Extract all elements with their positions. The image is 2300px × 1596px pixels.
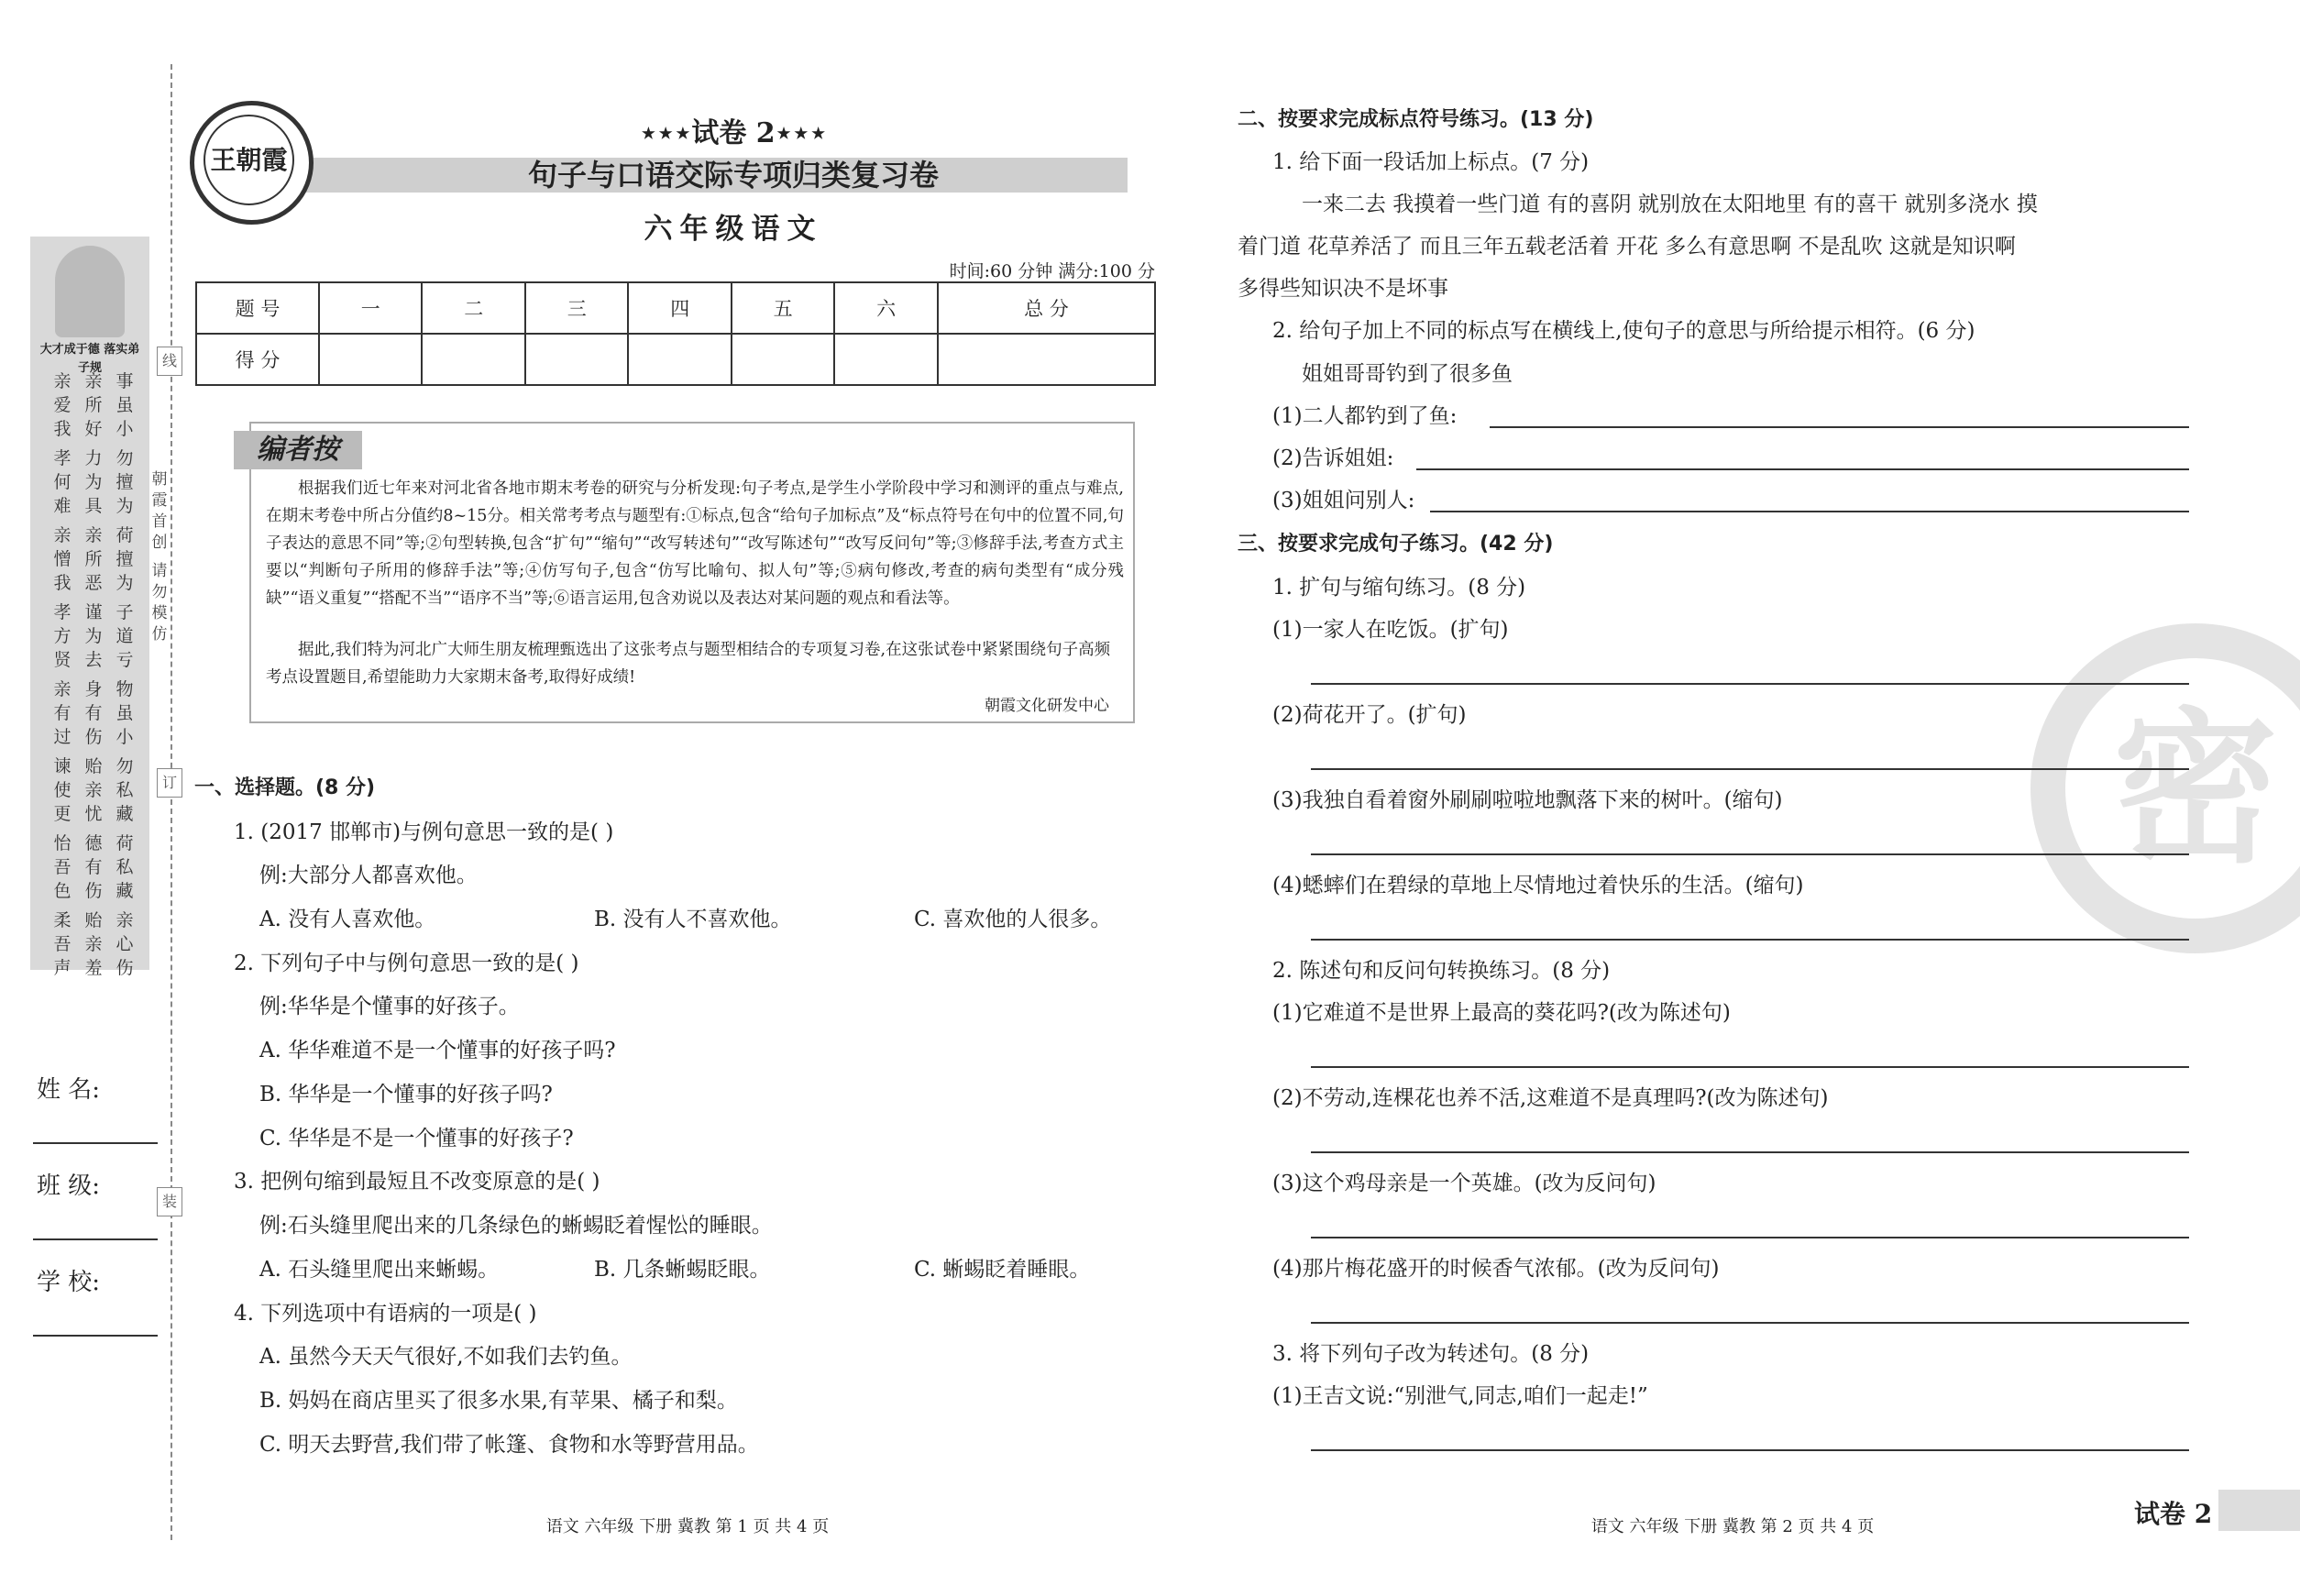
motto-column: 孝 方 贤 xyxy=(53,602,72,670)
s3-q3-item1: (1)王吉文说:“别泄气,同志,咱们一起走!” xyxy=(1272,1384,1648,1408)
score-cell[interactable] xyxy=(628,334,731,385)
answer-line[interactable] xyxy=(1311,1449,2189,1451)
s3-q2-item3: (3)这个鸡母亲是一个英雄。(改为反问句) xyxy=(1272,1172,1656,1195)
motto-column: 勿 擅 为 xyxy=(116,448,134,516)
score-cell[interactable] xyxy=(422,334,524,385)
score-cell[interactable] xyxy=(938,334,1155,385)
answer-line[interactable] xyxy=(1311,1322,2189,1324)
answer-line[interactable] xyxy=(1311,1151,2189,1153)
score-cell[interactable] xyxy=(319,334,422,385)
s2-passage-line3: 多得些知识决不是坏事 xyxy=(1238,277,1448,301)
motto-column: 勿 私 藏 xyxy=(116,756,134,824)
motto-column: 亲 爱 我 xyxy=(53,371,72,439)
footer-page1: 语文 六年级 下册 冀教 第 1 页 共 4 页 xyxy=(545,1517,830,1536)
score-cell[interactable] xyxy=(834,334,937,385)
class-label: 班 级: xyxy=(37,1172,101,1200)
s3-q1-item4: (4)蟋蟀们在碧绿的草地上尽情地过着快乐的生活。(缩句) xyxy=(1272,874,1804,897)
s3-q2-item4: (4)那片梅花盛开的时候香气浓郁。(改为反问句) xyxy=(1272,1257,1720,1281)
motto-column: 物 虽 小 xyxy=(116,679,134,747)
cut-mark-xian: 线 xyxy=(157,347,182,376)
q1-example: 例:大部分人都喜欢他。 xyxy=(259,864,478,887)
motto-column: 亲 有 过 xyxy=(53,679,72,747)
answer-line[interactable] xyxy=(1311,853,2189,855)
q1-option-c[interactable]: C. 喜欢他的人很多。 xyxy=(914,908,1112,931)
editor-note-tab: 编者按 xyxy=(234,431,362,469)
side-note: 朝霞首创 xyxy=(151,470,168,552)
s3-q2-item2: (2)不劳动,连棵花也养不活,这难道不是真理吗?(改为陈述句) xyxy=(1272,1086,1829,1110)
score-header-cell: 三 xyxy=(525,282,628,334)
school-field[interactable] xyxy=(33,1335,158,1337)
footer-page2: 语文 六年级 下册 冀教 第 2 页 共 4 页 xyxy=(1590,1517,1875,1536)
binding-line xyxy=(171,64,172,1540)
motto-column: 身 有 伤 xyxy=(84,679,103,747)
s2-q2-stem: 2. 给句子加上不同的标点写在横线上,使句子的意思与所给提示相符。(6 分) xyxy=(1272,319,1975,343)
s3-q1-stem: 1. 扩句与缩句练习。(8 分) xyxy=(1272,576,1526,600)
motto-column: 亲 心 伤 xyxy=(116,910,134,978)
answer-line[interactable] xyxy=(1416,468,2189,470)
s3-q1-item2: (2)荷花开了。(扩句) xyxy=(1272,703,1467,727)
corner-band xyxy=(2218,1490,2300,1531)
page-subtitle: 六年级语文 xyxy=(644,213,823,246)
section1-heading: 一、选择题。(8 分) xyxy=(194,776,376,799)
s2-passage-line2: 着门道 花草养活了 而且三年五载老活着 开花 多么有意思啊 不是乱吹 这就是知识啊 xyxy=(1238,235,2016,259)
motto-column: 亲 所 恶 xyxy=(84,525,103,593)
section3-heading: 三、按要求完成句子练习。(42 分) xyxy=(1238,533,1554,556)
page-title: 句子与口语交际专项归类复习卷 xyxy=(527,158,939,193)
section2-heading: 二、按要求完成标点符号练习。(13 分) xyxy=(1238,108,1594,131)
s2-q2-item2: (2)告诉姐姐: xyxy=(1272,446,1394,470)
q2-option-b[interactable]: B. 华华是一个懂事的好孩子吗? xyxy=(259,1083,553,1106)
s2-q2-item1: (1)二人都钓到了鱼: xyxy=(1272,404,1458,428)
q4-option-a[interactable]: A. 虽然今天天气很好,不如我们去钓鱼。 xyxy=(259,1345,633,1369)
score-header-cell: 题 号 xyxy=(196,282,319,334)
motto-column: 荷 私 藏 xyxy=(116,833,134,901)
answer-line[interactable] xyxy=(1311,683,2189,685)
name-label: 姓 名: xyxy=(37,1076,101,1104)
score-label-cell: 得 分 xyxy=(196,334,319,385)
answer-line[interactable] xyxy=(1430,511,2189,512)
s2-passage-line1: 一来二去 我摸着一些门道 有的喜阴 就别放在太阳地里 有的喜干 就别多浇水 摸 xyxy=(1302,193,2038,216)
s3-q3-stem: 3. 将下列句子改为转述句。(8 分) xyxy=(1272,1342,1590,1366)
q3-option-a[interactable]: A. 石头缝里爬出来蜥蜴。 xyxy=(259,1258,500,1282)
score-table xyxy=(195,281,1156,386)
answer-line[interactable] xyxy=(1311,939,2189,941)
motto-column: 亲 憎 我 xyxy=(53,525,72,593)
score-header-cell: 四 xyxy=(628,282,731,334)
motto-column: 谏 使 更 xyxy=(53,756,72,824)
score-cell[interactable] xyxy=(732,334,834,385)
s2-q1-stem: 1. 给下面一段话加上标点。(7 分) xyxy=(1272,150,1590,174)
motto-column: 力 为 具 xyxy=(84,448,103,516)
q1-stem: 1. (2017 邯郸市)与例句意思一致的是( ) xyxy=(234,820,614,844)
name-field[interactable] xyxy=(33,1142,158,1144)
q2-option-a[interactable]: A. 华华难道不是一个懂事的好孩子吗? xyxy=(259,1039,616,1062)
motto-column: 子 道 亏 xyxy=(116,602,134,670)
editor-note-para1: 根据我们近七年来对河北省各地市期末考卷的研究与分析发现:句子考点,是学生小学阶段中学习和测评的重点与难点,在期末考卷中所占分值约8~15分。相关常考考点与题型有:①标点,包含“给句子加标点”及“标点符号在句中的位置不同,句子表达的意思不同”等;②句型转换,包含“扩句”“缩句”“改写转述句”“改写陈述句”“改写反问句”等;③修辞手法,考查方式主要以“判断句子所用的修辞手法”等;④仿写句子,包含“仿写比喻句、拟人句”等;⑤病句修改,考查的病句类型有“成分残缺”“语义重复”“搭配不当”“语序不当”等;⑥语言运用,包含劝说以及表达对某问题的观点和看法等。 xyxy=(266,479,1124,608)
q2-stem: 2. 下列句子中与例句意思一致的是( ) xyxy=(234,952,579,975)
answer-line[interactable] xyxy=(1311,768,2189,770)
s3-q2-stem: 2. 陈述句和反问句转换练习。(8 分) xyxy=(1272,959,1611,983)
answer-line[interactable] xyxy=(1311,1066,2189,1068)
q2-example: 例:华华是个懂事的好孩子。 xyxy=(259,995,520,1018)
q4-option-b[interactable]: B. 妈妈在商店里买了很多水果,有苹果、橘子和梨。 xyxy=(259,1389,738,1413)
q2-option-c[interactable]: C. 华华是不是一个懂事的好孩子? xyxy=(259,1127,574,1150)
motto-column: 德 有 伤 xyxy=(84,833,103,901)
motto-column: 荷 擅 为 xyxy=(116,525,134,593)
class-field[interactable] xyxy=(33,1238,158,1240)
scholar-illustration xyxy=(55,246,125,337)
q3-stem: 3. 把例句缩到最短且不改变原意的是( ) xyxy=(234,1170,600,1194)
score-header-cell: 一 xyxy=(319,282,422,334)
s3-q1-item1: (1)一家人在吃饭。(扩句) xyxy=(1272,618,1509,642)
score-header-cell: 总 分 xyxy=(938,282,1155,334)
s3-q1-item3: (3)我独自看着窗外刷刷啦啦地飘落下来的树叶。(缩句) xyxy=(1272,788,1783,812)
motto-column: 怡 吾 色 xyxy=(53,833,72,901)
q3-option-c[interactable]: C. 蜥蜴眨着睡眼。 xyxy=(914,1258,1091,1282)
motto-column: 事 虽 小 xyxy=(116,371,134,439)
score-header-cell: 五 xyxy=(732,282,834,334)
score-header-cell: 六 xyxy=(834,282,937,334)
motto-column: 柔 吾 声 xyxy=(53,910,72,978)
side-note-2: 请勿模仿 xyxy=(151,562,168,644)
q4-stem: 4. 下列选项中有语病的一项是( ) xyxy=(234,1302,537,1326)
editor-note-para2: 据此,我们特为河北广大师生朋友梳理甄选出了这张考点与题型相结合的专项复习卷,在这张试卷中紧紧围绕句子高频考点设置题目,希望能助力大家期末备考,取得好成绩! xyxy=(266,641,1111,687)
motto-column: 贻 亲 忧 xyxy=(84,756,103,824)
motto-column: 贻 亲 羞 xyxy=(84,910,103,978)
q3-example: 例:石头缝里爬出来的几条绿色的蜥蜴眨着惺忪的睡眼。 xyxy=(259,1214,773,1238)
s2-q2-sentence: 姐姐哥哥钓到了很多鱼 xyxy=(1302,362,1513,386)
q1-option-a[interactable]: A. 没有人喜欢他。 xyxy=(259,908,436,931)
s3-q2-item1: (1)它难道不是世界上最高的葵花吗?(改为陈述句) xyxy=(1272,1001,1731,1025)
score-cell[interactable] xyxy=(525,334,628,385)
motto-column: 谨 为 去 xyxy=(84,602,103,670)
q4-option-c[interactable]: C. 明天去野营,我们带了帐篷、食物和水等野营用品。 xyxy=(259,1433,759,1457)
school-label: 学 校: xyxy=(37,1269,101,1296)
exam-label: ⋆⋆⋆试卷 2⋆⋆⋆ xyxy=(640,117,827,149)
cut-mark-ding: 订 xyxy=(157,768,182,798)
confidential-watermark: 密 xyxy=(2030,623,2300,953)
s2-q2-item3: (3)姐姐问别人: xyxy=(1272,489,1415,512)
motto-heading: 大才成于德 落实弟子规 xyxy=(39,343,140,375)
cut-mark-zhuang: 装 xyxy=(157,1187,182,1216)
corner-label: 试卷 2 xyxy=(2134,1499,2213,1529)
score-value-row xyxy=(196,334,1155,385)
motto-column: 孝 何 难 xyxy=(53,448,72,516)
score-header-cell: 二 xyxy=(422,282,524,334)
score-header-row xyxy=(196,282,1155,334)
q1-option-b[interactable]: B. 没有人不喜欢他。 xyxy=(594,908,792,931)
answer-line[interactable] xyxy=(1490,426,2189,428)
time-info: 时间:60 分钟 满分:100 分 xyxy=(949,261,1155,281)
motto-column: 亲 所 好 xyxy=(84,371,103,439)
answer-line[interactable] xyxy=(1311,1237,2189,1238)
q3-option-b[interactable]: B. 几条蜥蜴眨眼。 xyxy=(594,1258,771,1282)
editor-note-sign: 朝霞文化研发中心 xyxy=(985,697,1109,715)
logo-text: 王朝霞 xyxy=(204,115,294,205)
